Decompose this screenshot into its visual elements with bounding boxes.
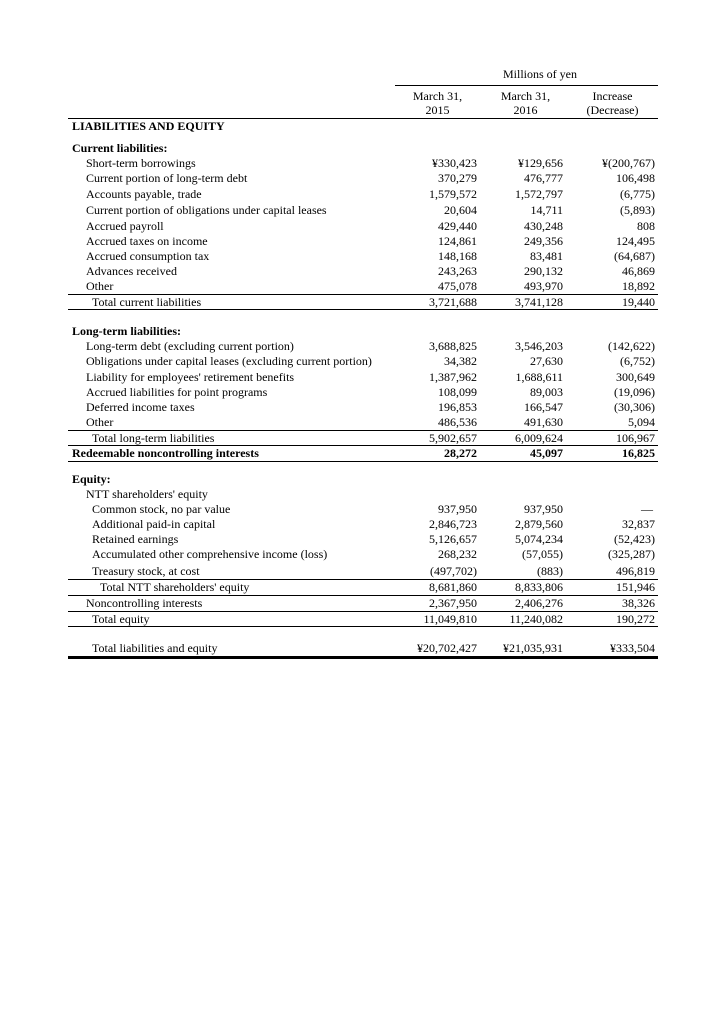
row-label: Accrued payroll (86, 219, 164, 233)
row-label: Equity: (72, 472, 111, 486)
row-label: Total equity (92, 612, 150, 626)
rule-above-total-equity (68, 611, 658, 612)
value-2015: 196,853 (438, 400, 477, 414)
value-2016: 290,132 (524, 264, 563, 278)
value-2016: 1,688,611 (515, 370, 563, 384)
rule-below-redeemable (68, 461, 658, 462)
statement-row (68, 187, 658, 202)
value-2015: 11,049,810 (423, 612, 477, 626)
value-2016: 5,074,234 (515, 532, 563, 546)
value-2016: 8,833,806 (515, 580, 563, 594)
col2-header-line1: March 31, (500, 89, 551, 103)
statement-row (68, 431, 658, 446)
row-label: Other (86, 279, 114, 293)
row-label: Current liabilities: (72, 141, 168, 155)
value-2015: ¥330,423 (432, 156, 477, 170)
statement-row (68, 234, 658, 249)
statement-row (68, 354, 658, 369)
col1-header-line2: 2015 (425, 103, 450, 117)
col1-header-line1: March 31, (412, 89, 463, 103)
value-2016: (883) (537, 564, 563, 578)
value-change: (6,752) (620, 354, 655, 368)
value-change: (64,687) (614, 249, 655, 263)
value-2016: 3,741,128 (515, 295, 563, 309)
statement-row (68, 596, 658, 611)
value-2015: 28,272 (444, 446, 477, 460)
section-title: LIABILITIES AND EQUITY (72, 119, 225, 133)
value-2016: 14,711 (530, 203, 563, 217)
rule-above-redeemable (68, 445, 658, 446)
value-change: ¥333,504 (610, 641, 655, 655)
value-2015: 5,902,657 (429, 431, 477, 445)
value-change: (142,622) (608, 339, 655, 353)
value-2016: 3,546,203 (515, 339, 563, 353)
value-2015: 3,688,825 (429, 339, 477, 353)
row-label: NTT shareholders' equity (86, 487, 208, 501)
value-change: (325,287) (608, 547, 655, 561)
statement-row (68, 517, 658, 532)
row-label: Treasury stock, at cost (92, 564, 200, 578)
rule-above-total-ntt-equity (68, 579, 658, 580)
statement-row (68, 532, 658, 547)
units-underline (395, 85, 658, 86)
statement-row (68, 141, 658, 156)
value-2016: 491,630 (524, 415, 563, 429)
value-change: (19,096) (614, 385, 655, 399)
value-2015: 243,263 (438, 264, 477, 278)
value-2015: 8,681,860 (429, 580, 477, 594)
statement-row (68, 580, 658, 595)
row-label: Total long-term liabilities (92, 431, 215, 445)
value-2015: 486,536 (438, 415, 477, 429)
statement-row (68, 547, 658, 562)
row-label: Accounts payable, trade (86, 187, 202, 201)
value-2016: 6,009,624 (515, 431, 563, 445)
row-label: Other (86, 415, 114, 429)
statement-row (68, 502, 658, 517)
row-label: Noncontrolling interests (86, 596, 203, 610)
statement-row (68, 641, 658, 656)
statement-row (68, 415, 658, 430)
value-2015: 5,126,657 (429, 532, 477, 546)
value-change: 124,495 (616, 234, 655, 248)
row-label: Long-term liabilities: (72, 324, 181, 338)
value-change: 106,498 (616, 171, 655, 185)
value-2016: 45,097 (530, 446, 563, 460)
value-change: (6,775) (620, 187, 655, 201)
value-2015: 2,846,723 (429, 517, 477, 531)
row-label: Deferred income taxes (86, 400, 195, 414)
value-2016: 493,970 (524, 279, 563, 293)
value-2016: ¥129,656 (518, 156, 563, 170)
value-2015: 1,579,572 (429, 187, 477, 201)
statement-row (68, 324, 658, 339)
row-label: Accrued liabilities for point programs (86, 385, 268, 399)
value-2015: (497,702) (430, 564, 477, 578)
row-label: Common stock, no par value (92, 502, 231, 516)
rule-above-noncontrolling (68, 595, 658, 596)
value-2015: 370,279 (438, 171, 477, 185)
value-2015: 3,721,688 (429, 295, 477, 309)
statement-row (68, 295, 658, 310)
value-2016: 2,406,276 (515, 596, 563, 610)
value-change: 300,649 (616, 370, 655, 384)
row-label: Total liabilities and equity (92, 641, 218, 655)
value-2016: (57,055) (522, 547, 563, 561)
value-change: 190,272 (616, 612, 655, 626)
statement-row (68, 219, 658, 234)
value-2015: ¥20,702,427 (417, 641, 477, 655)
value-change: (52,423) (614, 532, 655, 546)
value-change: 106,967 (616, 431, 655, 445)
statement-row (68, 487, 658, 502)
row-label: Accrued consumption tax (86, 249, 210, 263)
row-label: Advances received (86, 264, 177, 278)
value-change: 16,825 (622, 446, 655, 460)
value-2016: ¥21,035,931 (503, 641, 563, 655)
row-label: Current portion of long-term debt (86, 171, 248, 185)
value-2015: 108,099 (438, 385, 477, 399)
value-2015: 937,950 (438, 502, 477, 516)
value-2015: 2,367,950 (429, 596, 477, 610)
statement-row (68, 203, 658, 218)
statement-row (68, 156, 658, 171)
statement-row (68, 564, 658, 579)
value-2015: 475,078 (438, 279, 477, 293)
value-2016: 83,481 (530, 249, 563, 263)
statement-row (68, 612, 658, 627)
rule-above-total-current (68, 294, 658, 295)
value-2016: 249,356 (524, 234, 563, 248)
row-label: Current portion of obligations under capital leases (86, 203, 327, 217)
row-label: Accumulated other comprehensive income (loss) (92, 547, 328, 561)
row-label: Liability for employees' retirement benefits (86, 370, 295, 384)
statement-row (68, 339, 658, 354)
value-2016: 937,950 (524, 502, 563, 516)
value-change: 808 (637, 219, 655, 233)
value-2016: 476,777 (524, 171, 563, 185)
value-2015: 429,440 (438, 219, 477, 233)
value-change: 18,892 (622, 279, 655, 293)
statement-row (68, 400, 658, 415)
value-change: 46,869 (622, 264, 655, 278)
col2-header-line2: 2016 (513, 103, 538, 117)
value-change: 151,946 (616, 580, 655, 594)
value-change: 5,094 (628, 415, 655, 429)
rule-above-total-longterm (68, 430, 658, 431)
rule-below-total-current (68, 309, 658, 310)
row-label: Retained earnings (92, 532, 179, 546)
statement-row (68, 385, 658, 400)
statement-row (68, 446, 658, 461)
row-label: Redeemable noncontrolling interests (72, 446, 259, 460)
row-label: Long-term debt (excluding current portion) (86, 339, 294, 353)
value-2016: 2,879,560 (515, 517, 563, 531)
value-2016: 89,003 (530, 385, 563, 399)
statement-row (68, 171, 658, 186)
statement-row (68, 249, 658, 264)
rule-below-total-equity (68, 626, 658, 627)
value-2016: 27,630 (530, 354, 563, 368)
value-change: ¥(200,767) (602, 156, 655, 170)
value-2015: 1,387,962 (429, 370, 477, 384)
value-2016: 430,248 (524, 219, 563, 233)
value-change: (30,306) (614, 400, 655, 414)
value-2015: 148,168 (438, 249, 477, 263)
row-label: Additional paid-in capital (92, 517, 216, 531)
value-change: 38,326 (622, 596, 655, 610)
statement-row (68, 279, 658, 294)
value-2015: 124,861 (438, 234, 477, 248)
value-change: 19,440 (622, 295, 655, 309)
rule-double-bottom (68, 656, 658, 659)
value-2016: 166,547 (524, 400, 563, 414)
value-2015: 268,232 (438, 547, 477, 561)
row-label: Obligations under capital leases (excluding current portion) (86, 354, 372, 368)
value-2015: 20,604 (444, 203, 477, 217)
value-change: 496,819 (616, 564, 655, 578)
value-2015: 34,382 (444, 354, 477, 368)
row-label: Accrued taxes on income (86, 234, 208, 248)
row-label: Total current liabilities (92, 295, 202, 309)
value-change: 32,837 (622, 517, 655, 531)
statement-row (68, 472, 658, 487)
row-label: Short-term borrowings (86, 156, 196, 170)
value-2016: 11,240,082 (509, 612, 563, 626)
col3-header-line1: Increase (592, 89, 633, 103)
units-header: Millions of yen (503, 67, 577, 81)
value-change: (5,893) (620, 203, 655, 217)
statement-row (68, 264, 658, 279)
value-change: — (641, 502, 653, 516)
statement-row (68, 370, 658, 385)
col3-header-line2: (Decrease) (586, 103, 639, 117)
row-label: Total NTT shareholders' equity (100, 580, 250, 594)
value-2016: 1,572,797 (515, 187, 563, 201)
